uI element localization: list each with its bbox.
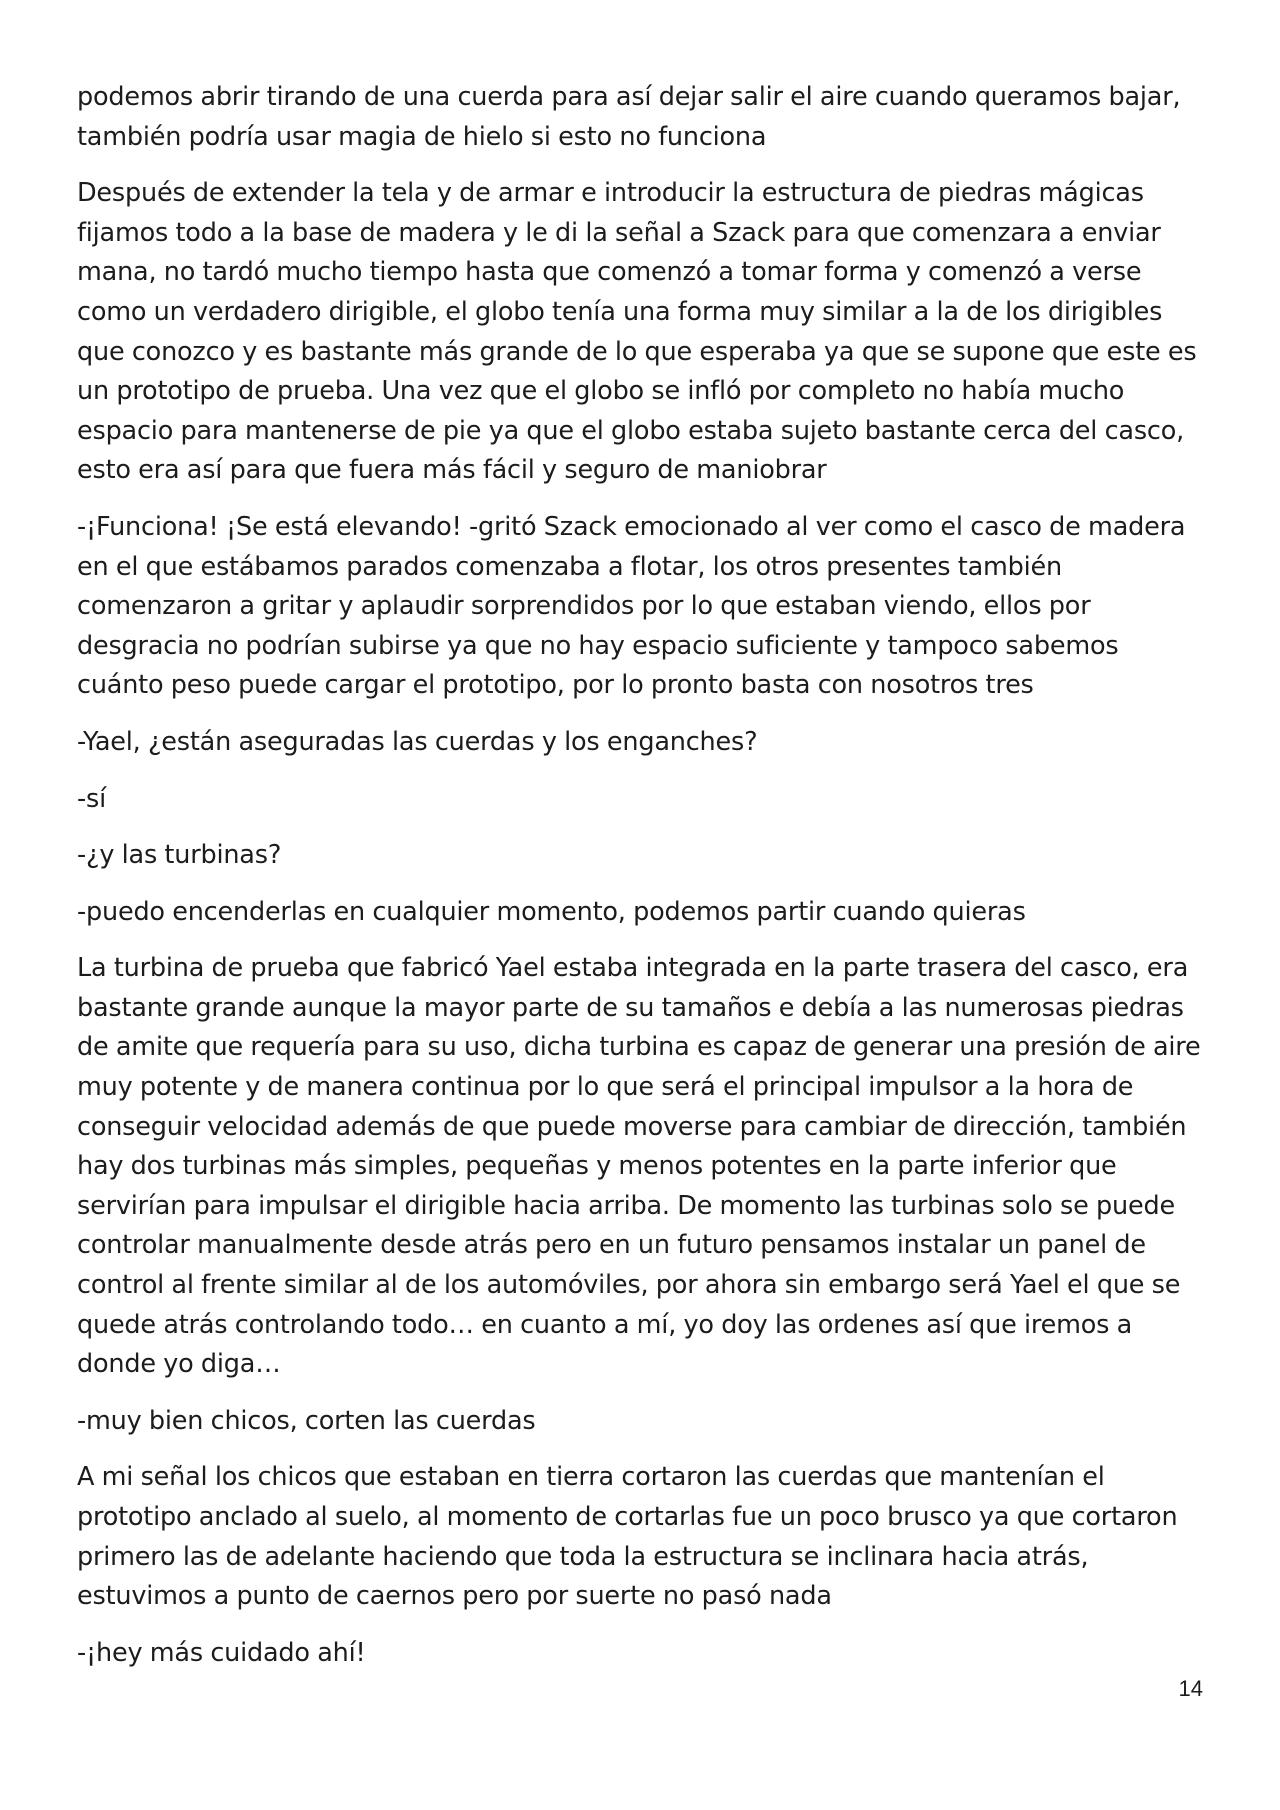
- paragraph: -¡Funciona! ¡Se está elevando! -gritó Szack emocionado al ver como el casco de madera en el que estábamos parados comenzaba a flotar, los otros presentes también comenzaron a gritar y aplaudir sorprendidos por lo que estaban viendo, ellos por desgracia no podrían subirse ya que no hay espacio suficiente y tampoco sabemos cuánto peso puede cargar el prototipo, por lo pronto basta con nosotros tres: [77, 511, 1186, 701]
- paragraph: -muy bien chicos, corten las cuerdas: [77, 1405, 536, 1436]
- paragraph: -¡hey más cuidado ahí!: [77, 1637, 366, 1668]
- paragraph: A mi señal los chicos que estaban en tierra cortaron las cuerdas que mantenían el prototipo anclado al suelo, al momento de cortarlas fue un poco brusco ya que cortaron primero las de adelante haciendo que toda la estructura se inclinara hacia atrás, estuvimos a punto de caernos pero por suerte no pasó nada: [77, 1462, 1178, 1612]
- paragraph: -¿y las turbinas?: [77, 840, 282, 871]
- paragraph: -Yael, ¿están aseguradas las cuerdas y los enganches?: [77, 726, 758, 757]
- paragraph: -sí: [77, 783, 106, 814]
- paragraph: -puedo encenderlas en cualquier momento, podemos partir cuando quieras: [77, 896, 1026, 927]
- paragraph: La turbina de prueba que fabricó Yael estaba integrada en la parte trasera del casco, era bastante grande aunque la mayor parte de su tamaños e debía a las numerosas piedras de amite que requería para su uso, dicha turbina es capaz de generar una presión de aire muy potente y de manera continua por lo que será el principal impulsor a la hora de conseguir velocidad además de que puede moverse para cambiar de dirección, también hay dos turbinas más simples, pequeñas y menos potentes en la parte inferior que servirían para impulsar el dirigible hacia arriba. De momento las turbinas solo se puede controlar manualmente desde atrás pero en un futuro pensamos instalar un panel de control al frente similar al de los automóviles, por ahora sin embargo será Yael el que se quede atrás controlando todo… en cuanto a mí, yo doy las ordenes así que iremos a donde yo diga…: [77, 953, 1201, 1380]
- paragraph: podemos abrir tirando de una cuerda para así dejar salir el aire cuando queramos bajar, también podría usar magia de hielo si esto no funciona: [77, 82, 1181, 152]
- paragraph: Después de extender la tela y de armar e introducir la estructura de piedras mágicas fijamos todo a la base de madera y le di la señal a Szack para que comenzara a enviar mana, no tardó mucho tiempo hasta que comenzó a tomar forma y comenzó a verse como un verdadero dirigible, el globo tenía una forma muy similar a la de los dirigibles que conozco y es bastante más grande de lo que esperaba ya que se supone que este es un prototipo de prueba. Una vez que el globo se infló por completo no había mucho espacio para mantenerse de pie ya que el globo estaba sujeto bastante cerca del casco, esto era así para que fuera más fácil y seguro de maniobrar: [77, 178, 1197, 486]
- page-number: 14: [1178, 1676, 1203, 1701]
- body-text: [77, 78, 1207, 1690]
